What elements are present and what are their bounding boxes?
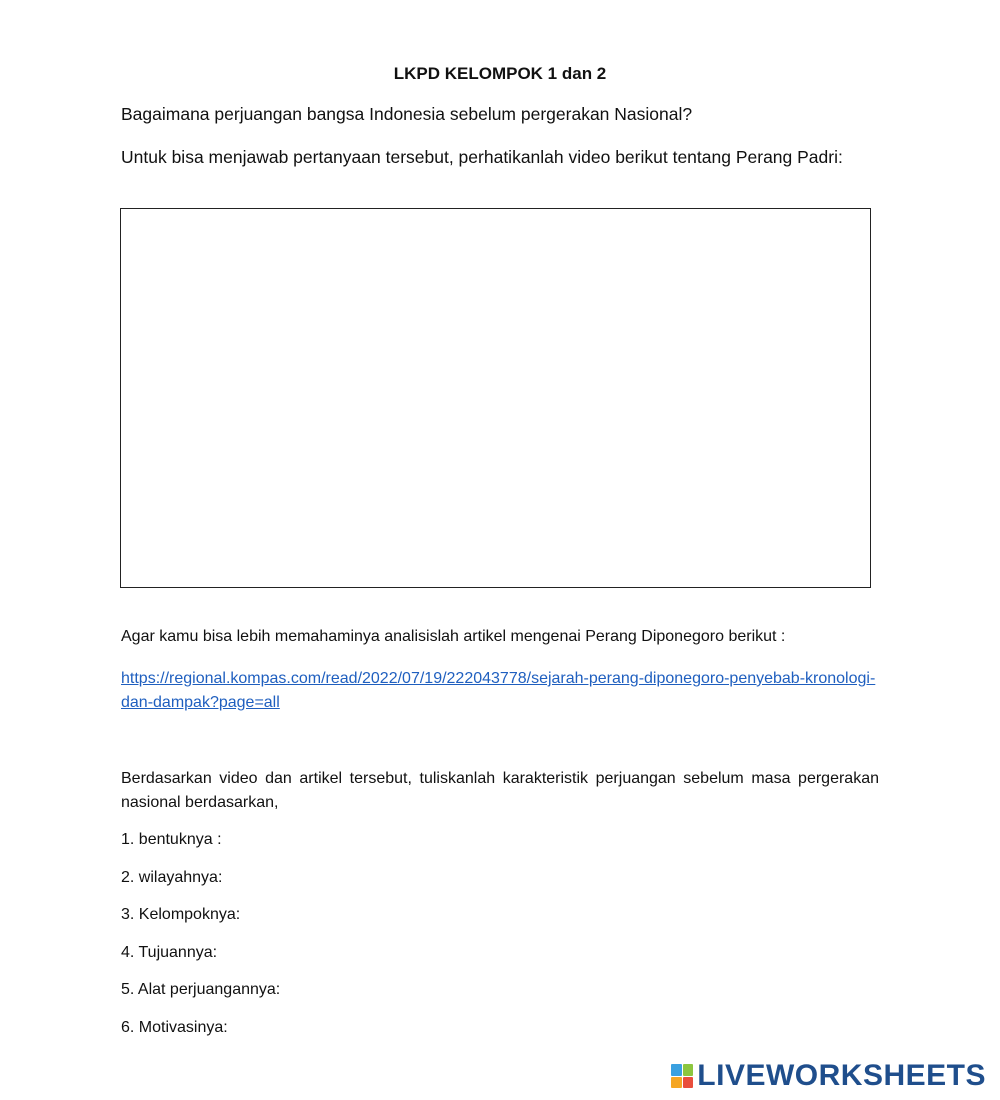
list-item-alat: 5. Alat perjuangannya: <box>121 981 281 999</box>
logo-text: LIVEWORKSHEETS <box>697 1059 986 1092</box>
video-instruction: Untuk bisa menjawab pertanyaan tersebut, perhatikanlah video berikut tentang Perang Padri: <box>121 147 843 167</box>
list-item-wilayah: 2. wilayahnya: <box>121 868 223 886</box>
main-question: Bagaimana perjuangan bangsa Indonesia sebelum pergerakan Nasional? <box>121 104 693 124</box>
worksheet-title: LKPD KELOMPOK 1 dan 2 <box>393 64 607 83</box>
list-item-tujuan: 4. Tujuannya: <box>121 943 218 961</box>
list-item-bentuk: 1. bentuknya : <box>121 831 222 848</box>
article-link[interactable]: https://regional.kompas.com/read/2022/07/19/222043778/sejarah-perang-diponegoro-penyebab-kronologi-dan-dampak?page=all <box>121 670 876 711</box>
article-intro-text: Agar kamu bisa lebih memahaminya analisislah artikel mengenai Perang Diponegoro berikut : <box>121 628 786 645</box>
list-item-motivasi: 6. Motivasinya: <box>121 1018 228 1036</box>
task-prompt: Berdasarkan video dan artikel tersebut, tuliskanlah karakteristik perjuangan sebelum masa pergerakan nasional berdasarkan, <box>121 770 879 811</box>
liveworksheets-logo-icon <box>671 1064 693 1088</box>
video-placeholder-box[interactable] <box>120 208 871 588</box>
characteristics-list <box>121 828 280 1054</box>
liveworksheets-logo <box>671 1059 986 1093</box>
list-item-kelompok: 3. Kelompoknya: <box>121 906 241 924</box>
